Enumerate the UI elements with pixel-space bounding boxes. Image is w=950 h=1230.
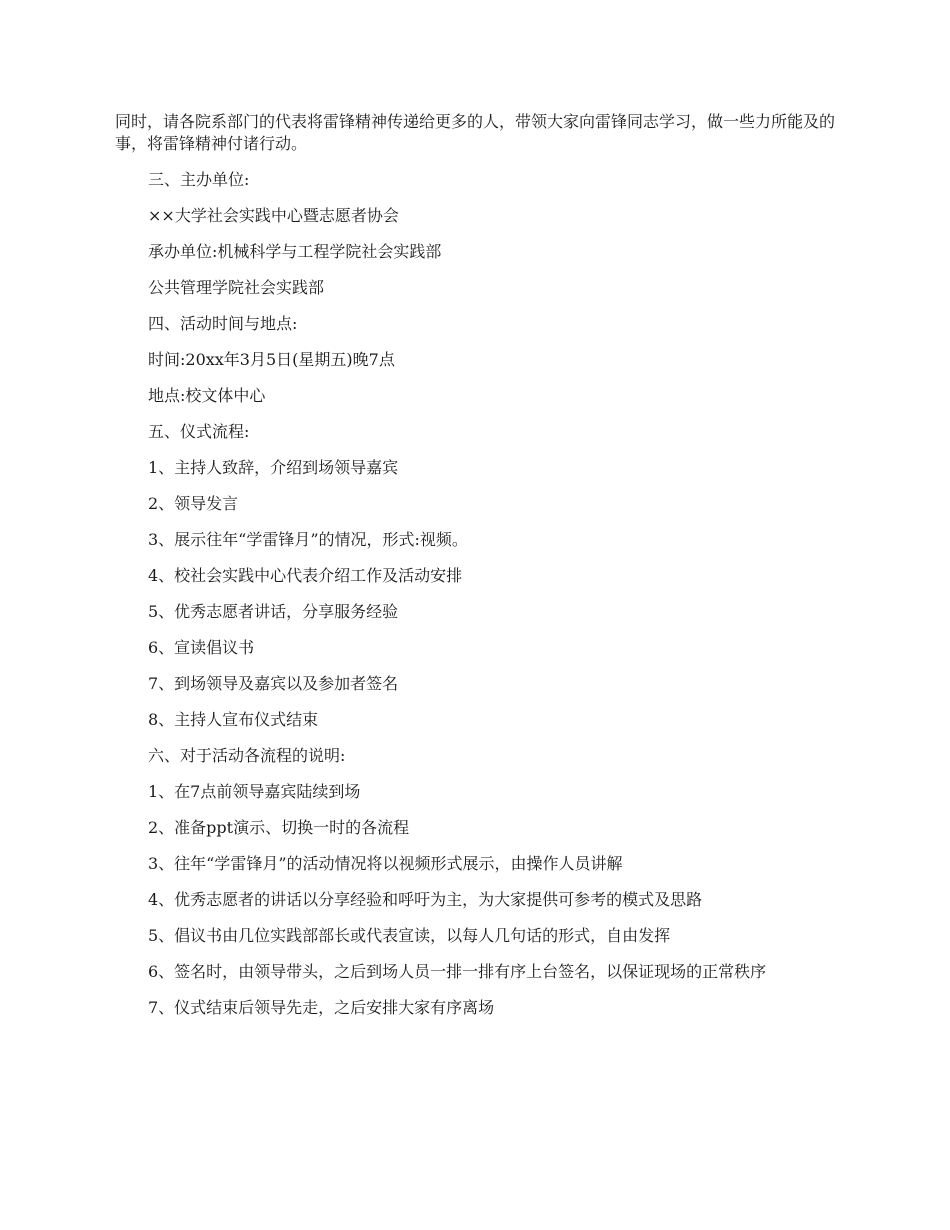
explanation-item: 3、往年“学雷锋月”的活动情况将以视频形式展示，由操作人员讲解 bbox=[148, 854, 623, 873]
procedure-item: 5、优秀志愿者讲话，分享服务经验 bbox=[148, 602, 399, 621]
organizer-line: ××大学社会实践中心暨志愿者协会 bbox=[148, 206, 399, 225]
co-organizer-line: 承办单位:机械科学与工程学院社会实践部 bbox=[148, 242, 442, 261]
intro-paragraph: 同时，请各院系部门的代表将雷锋精神传递给更多的人，带领大家向雷锋同志学习，做一些力所能及的事，将雷锋精神付诸行动。 bbox=[115, 112, 836, 153]
explanation-item-last: 7、仪式结束后领导先走，之后安排大家有序离场 bbox=[148, 998, 495, 1017]
section-heading-organizer: 三、主办单位: bbox=[148, 170, 250, 189]
procedure-item: 6、宣读倡议书 bbox=[148, 638, 255, 657]
co-organizer-line-2: 公共管理学院社会实践部 bbox=[148, 278, 325, 297]
explanation-item: 1、在7点前领导嘉宾陆续到场 bbox=[148, 782, 361, 801]
procedure-item: 7、到场领导及嘉宾以及参加者签名 bbox=[148, 674, 399, 693]
section-heading-time-place: 四、活动时间与地点: bbox=[148, 314, 298, 333]
procedure-item: 4、校社会实践中心代表介绍工作及活动安排 bbox=[148, 566, 463, 585]
section-heading-explanation: 六、对于活动各流程的说明: bbox=[148, 746, 346, 765]
procedure-item: 8、主持人宣布仪式结束 bbox=[148, 710, 319, 729]
procedure-item: 2、领导发言 bbox=[148, 494, 239, 513]
explanation-item: 5、倡议书由几位实践部部长或代表宣读，以每人几句话的形式，自由发挥 bbox=[148, 926, 671, 945]
explanation-item-wrapped: 6、签名时，由领导带头，之后到场人员一排一排有序上台签名，以保证现场的正常秩序 bbox=[148, 962, 767, 981]
section-heading-procedure: 五、仪式流程: bbox=[148, 422, 250, 441]
explanation-item: 2、准备ppt演示、切换一时的各流程 bbox=[148, 818, 410, 837]
place-line: 地点:校文体中心 bbox=[148, 386, 266, 405]
procedure-item: 3、展示往年“学雷锋月”的情况，形式:视频。 bbox=[148, 530, 468, 549]
time-line: 时间:20xx年3月5日(星期五)晚7点 bbox=[148, 350, 395, 369]
explanation-item: 4、优秀志愿者的讲话以分享经验和呼吁为主，为大家提供可参考的模式及思路 bbox=[148, 890, 703, 909]
procedure-item: 1、主持人致辞，介绍到场领导嘉宾 bbox=[148, 458, 399, 477]
